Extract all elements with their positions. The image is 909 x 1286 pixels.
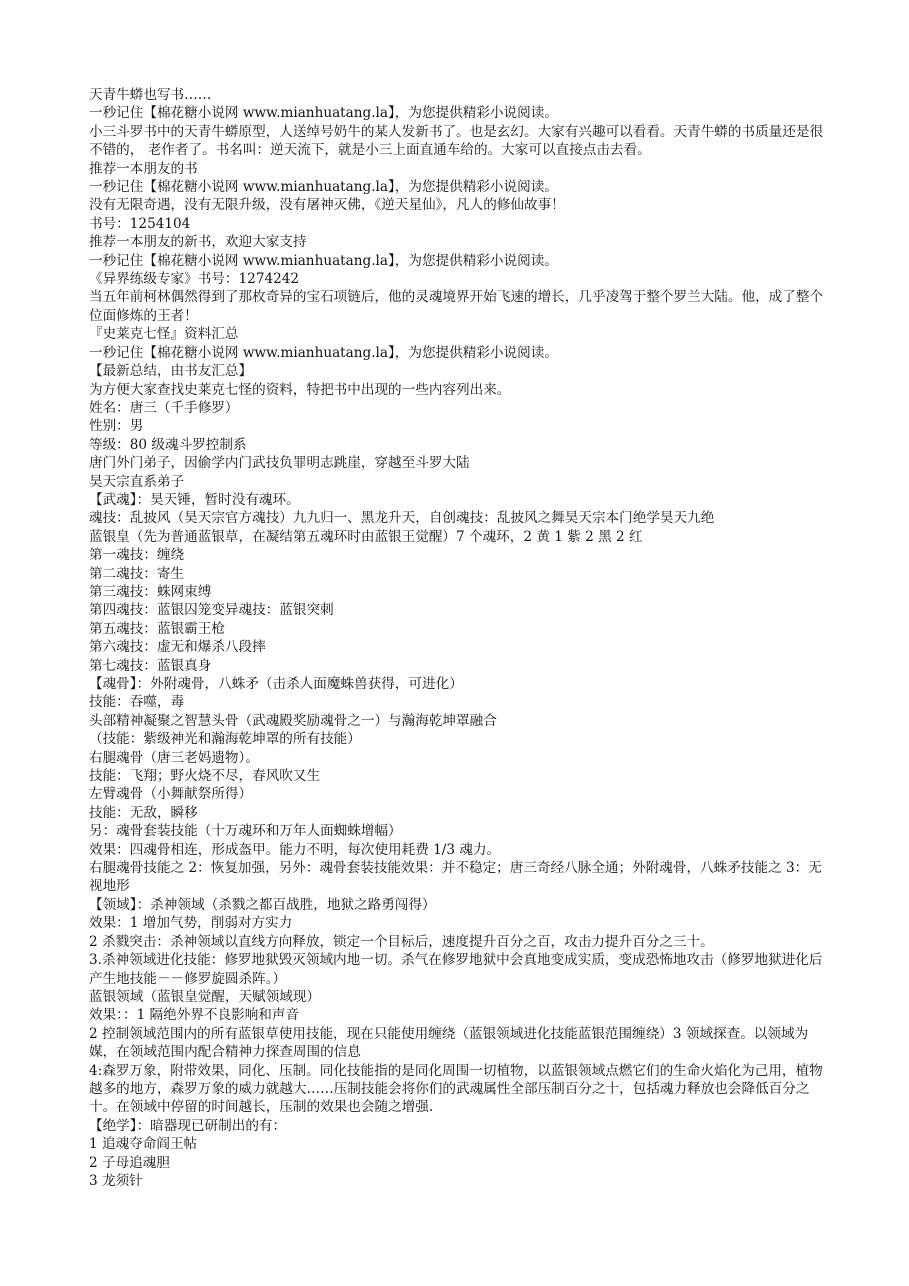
text-line: 【魂骨】：外附魂骨，八蛛矛（击杀人面魔蛛兽获得，可进化） — [89, 676, 463, 692]
section-title: 『史莱克七怪』资料汇总 — [89, 326, 239, 343]
text-line: 魂技：乱披风（昊天宗官方魂技）九九归一、黑龙升天，自创魂技：乱披风之舞昊天宗本门绝学昊天九绝 — [89, 510, 715, 527]
text-line: 蓝银领域（蓝银皇觉醒，天赋领域现） — [89, 988, 321, 1005]
text-line: 性别：男 — [89, 418, 144, 435]
text-line: 另：魂骨套装技能（十万魂环和万年人面蜘蛛增幅） — [89, 823, 402, 840]
text-line: 当五年前柯林偶然得到了那枚奇异的宝石项链后，他的灵魂境界开始飞速的增长，几乎凌驾于整个罗兰大陆。他，成了整个位面修炼的王者！ — [89, 289, 824, 324]
text-line: 第七魂技：蓝银真身 — [89, 657, 212, 674]
text-line: 第六魂技：虚无和爆杀八段摔 — [89, 639, 266, 656]
text-line: 天青牛蟒也写书…… — [89, 87, 212, 103]
text-line: 3.杀神领域进化技能：修罗地狱毁灭领域内地一切。杀气在修罗地狱中会真地变成实质，变成恐怖地攻击（修罗地狱进化后产生地技能－－修罗旋圆杀阵。） — [89, 952, 823, 987]
text-line: 效果：1 增加气势，削弱对方实力 — [89, 915, 293, 932]
document-body — [89, 86, 824, 1190]
text-line: 等级：80 级魂斗罗控制系 — [89, 436, 247, 453]
text-line: 【绝学】：暗器现已研制出的有： — [89, 1117, 287, 1134]
text-line: （技能：紫级神光和瀚海乾坤罩的所有技能） — [89, 731, 361, 748]
text-line: 第四魂技：蓝银囚笼变异魂技：蓝银突刺 — [89, 602, 334, 619]
text-line: 小三斗罗书中的天青牛蟒原型，人送绰号奶牛的某人发新书了。也是玄幻。大家有兴趣可以看看。天青牛蟒的书质量还是很不错的， 老作者了。书名叫：逆天流下，就是小三上面直通车给的。大家可以直接点击去看。 — [89, 123, 824, 159]
text-line: 1 追魂夺命阎王帖 — [89, 1136, 198, 1153]
text-line: 左臂魂骨（小舞献祭所得） — [89, 786, 253, 803]
text-line: 效果：：1 隔绝外界不良影响和声音 — [89, 1007, 300, 1024]
text-line: 蓝银皇（先为普通蓝银草，在凝结第五魂环时由蓝银王觉醒）7 个魂环，2 黄 1 紫 2 黑 2 红 — [89, 528, 643, 545]
text-line: 2 控制领域范围内的所有蓝银草使用技能，现在只能使用缠绕（蓝银领域进化技能蓝银范围缠绕）3 领域探查。以领域为媒，在领域范围内配合精神力探查周围的信息 — [89, 1025, 809, 1061]
text-line: 2 子母追魂胆 — [89, 1154, 170, 1171]
text-line: 右腿魂骨（唐三老妈遗物）。 — [89, 749, 259, 766]
text-line: 一秒记住【棉花糖小说网 www.mianhuatang.la】，为您提供精彩小说阅读。 — [89, 105, 558, 122]
text-line: 姓名：唐三（千手修罗） — [89, 399, 239, 416]
text-line: 推荐一本朋友的书 — [89, 160, 198, 177]
text-line: 昊天宗直系弟子 — [89, 473, 185, 490]
text-line: 【领域】：杀神领域（杀戮之都百战胜，地狱之路勇闯得） — [89, 896, 436, 913]
text-line: 效果：四魂骨相连，形成盔甲。能力不明，每次使用耗费 1/3 魂力。 — [89, 841, 501, 858]
text-line: 右腿魂骨技能之 2：恢复加强，另外：魂骨套装技能效果：并不稳定；唐三奇经八脉全通；外附魂骨，八蛛矛技能之 3：无视地形 — [89, 860, 822, 895]
text-line: 技能：无敌，瞬移 — [89, 804, 198, 821]
text-line: 第二魂技：寄生 — [89, 565, 185, 582]
text-line: 唐门外门弟子，因偷学内门武技负罪明志跳崖，穿越至斗罗大陆 — [89, 455, 470, 472]
text-line: 一秒记住【棉花糖小说网 www.mianhuatang.la】，为您提供精彩小说阅读。 — [89, 179, 558, 196]
text-line: 第一魂技：缠绕 — [89, 547, 185, 564]
text-line: 一秒记住【棉花糖小说网 www.mianhuatang.la】，为您提供精彩小说阅读。 — [89, 252, 558, 269]
text-line: 2 杀戮突击：杀神领域以直线方向释放，锁定一个目标后，速度提升百分之百，攻击力提升百分之三十。 — [89, 933, 714, 950]
text-line: 书号：1254104 — [89, 215, 191, 232]
text-line: 头部精神凝聚之智慧头骨（武魂殿奖励魂骨之一）与瀚海乾坤罩融合 — [89, 712, 497, 729]
text-line: 一秒记住【棉花糖小说网 www.mianhuatang.la】，为您提供精彩小说阅读。 — [89, 344, 558, 361]
text-line: 4:森罗万象，附带效果，同化、压制。同化技能指的是同化周围一切植物，以蓝银领域点燃它们的生命火焰化为己用，植物越多的地方，森罗万象的威力就越大……压制技能会将你们的武魂属性全部压制百分之十，包括魂力释放也会降低百分之十。在领域中停留的时间越长，压制的效果也会随之增强. — [89, 1062, 823, 1116]
text-line: 【最新总结，由书友汇总】 — [89, 363, 253, 380]
text-line: 第五魂技：蓝银霸王枪 — [89, 620, 225, 637]
text-line: 《异界练级专家》书号：1274242 — [89, 271, 300, 288]
text-line: 推荐一本朋友的新书，欢迎大家支持 — [89, 234, 307, 251]
text-line: 技能：吞噬，毒 — [89, 694, 185, 711]
text-line: 为方便大家查找史莱克七怪的资料，特把书中出现的一些内容列出来。 — [89, 381, 511, 398]
text-line: 没有无限奇遇，没有无限升级，没有屠神灭佛，《逆天星仙》，凡人的修仙故事！ — [89, 197, 565, 214]
text-line: 【武魂】：昊天锤，暂时没有魂环。 — [89, 491, 300, 508]
text-line: 第三魂技：蛛网束缚 — [89, 583, 212, 600]
text-line: 3 龙须针 — [89, 1172, 143, 1189]
text-line: 技能：飞翔；野火烧不尽，春风吹又生 — [89, 768, 321, 785]
